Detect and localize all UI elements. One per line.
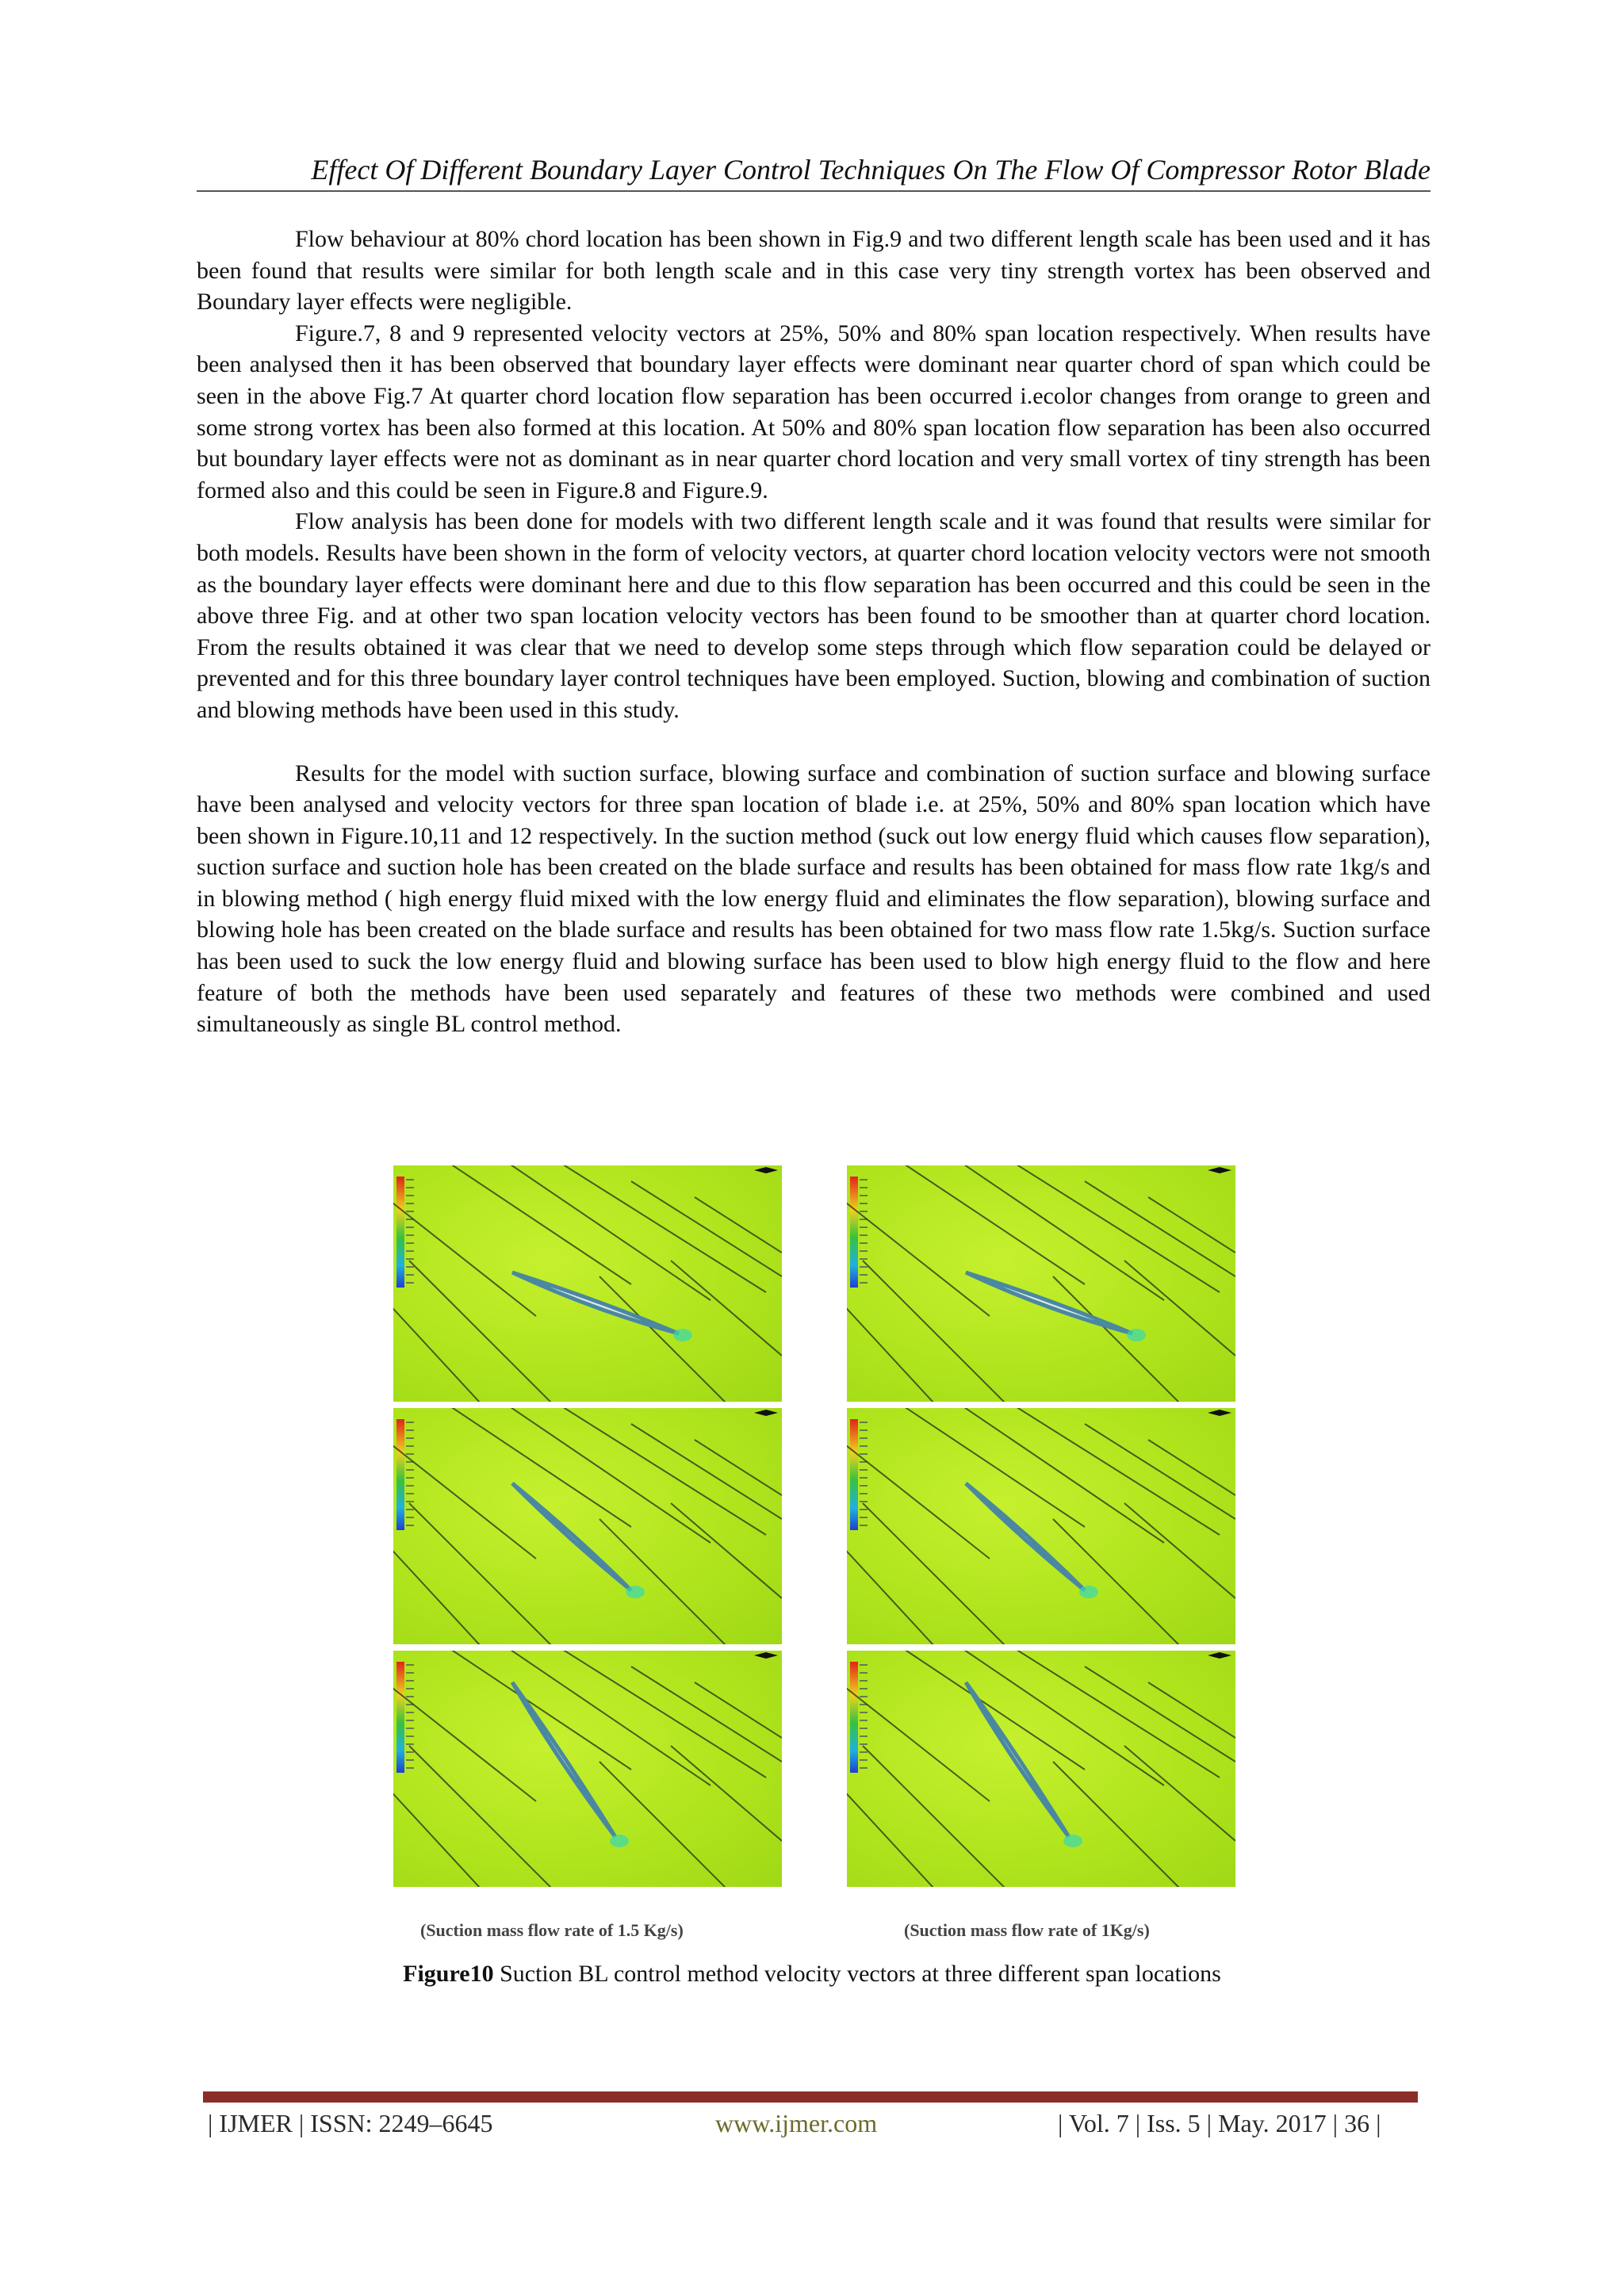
blade-profile [512,1272,679,1334]
velocity-vector [847,1197,990,1316]
wake-region [673,1329,692,1341]
velocity-vector [863,1503,1005,1644]
velocity-vector [1005,1165,1220,1292]
velocity-vector [393,1300,481,1402]
paragraph: Results for the model with suction surface, blowing surface and combination of suction surface and blowing surface have been analysed and velocity vectors for three span location of blade i.e. at 25%, 50% and 80% span location which have been shown in Figure.10,11 and 12 respectively. In the suction method (suck out low energy fluid which causes flow separation), suction surface and suction hole has been created on the blade surface and results has been obtained for mass flow rate 1kg/s and in blowing method ( high energy fluid mixed with the low energy fluid and eliminates the flow separation), blowing surface and blowing hole has been created on the blade surface and results has been obtained for two mass flow rate 1.5kg/s. Suction surface has been used to suck the low energy fluid and blowing surface has been used to blow high energy fluid to the flow and here feature of both the methods have been used separately and features of these two methods were combined and used simultaneously as single BL control method. [197,760,1431,1038]
software-logo-icon [1208,1652,1231,1659]
body-text [197,224,1431,1040]
velocity-vector [393,1785,481,1887]
blade-profile [512,1682,615,1837]
vector-plot [393,1651,782,1887]
velocity-vector [393,1682,536,1801]
velocity-vector [599,1276,726,1402]
velocity-vector [1053,1762,1180,1887]
velocity-vector [671,1261,782,1356]
paragraph: Flow analysis has been done for models with two different length scale and it was found that results were similar for both models. Results have been shown in the form of velocity vectors, at quarter chord location velocity vectors were not smooth as the boundary layer effects were dominant here and due to this flow separation has been occurred and this could be seen in the above three Fig. and at other two span location velocity vectors has been found to be smoother than at quarter chord location. From the results obtained it was clear that we need to develop some steps through which flow separation could be delayed or prevented and for this three boundary layer control techniques have been employed. Suction, blowing and combination of suction and blowing methods have been used in this study. [197,508,1431,723]
velocity-vector [488,1408,710,1543]
velocity-vector [695,1682,782,1738]
software-logo-icon [754,1167,778,1173]
header-rule [197,190,1431,192]
velocity-vector [847,1300,934,1402]
velocity-panel-50-right [847,1408,1235,1644]
velocity-vector [488,1651,710,1785]
velocity-vector [409,1503,552,1644]
velocity-vector [1124,1746,1235,1841]
sub-caption-left: (Suction mass flow rate of 1.5 Kg/s) [420,1920,684,1940]
velocity-vector [409,1746,552,1887]
velocity-vector [894,1651,1085,1770]
vector-plot [393,1165,782,1402]
velocity-vector [847,1682,990,1801]
velocity-vector [552,1408,766,1535]
wake-region [1079,1586,1098,1598]
velocity-vector [393,1197,536,1316]
color-legend-bar [850,1177,858,1288]
figure-caption-text: Suction BL control method velocity vectors at three different span locations [493,1961,1221,1987]
velocity-panel-80-right [847,1651,1235,1887]
velocity-vector [847,1543,934,1644]
color-legend-bar [396,1419,404,1530]
velocity-vector [441,1165,631,1284]
velocity-vector [599,1762,726,1887]
velocity-vector [1124,1261,1235,1356]
software-logo-icon [1208,1410,1231,1416]
footer-rule [203,2091,1418,2103]
vector-plot [847,1165,1235,1402]
velocity-vector [1124,1503,1235,1598]
figure-10-image [393,1165,1235,1895]
figure-caption [0,1958,1624,1990]
velocity-vector [488,1165,710,1300]
software-logo-icon [754,1652,778,1659]
velocity-vector [847,1440,990,1559]
blade-profile [966,1682,1069,1837]
velocity-vector [942,1408,1164,1543]
velocity-vector [863,1746,1005,1887]
velocity-vector [552,1651,766,1777]
software-logo-icon [754,1410,778,1416]
blade-profile [966,1272,1132,1334]
velocity-vector [695,1197,782,1253]
velocity-vector [441,1651,631,1770]
vector-plot [847,1651,1235,1887]
velocity-vector [942,1165,1164,1300]
sub-caption-right: (Suction mass flow rate of 1Kg/s) [904,1920,1150,1940]
software-logo-icon [1208,1167,1231,1173]
footer-url[interactable]: www.ijmer.com [715,2109,878,2137]
footer-journal: | IJMER | ISSN: 2249–6645 [208,2109,493,2137]
velocity-vector [393,1440,536,1559]
vector-plot [847,1408,1235,1644]
wake-region [1127,1329,1146,1341]
figure-label: Figure10 [403,1961,494,1987]
wake-region [1063,1835,1082,1847]
running-header-title: Effect Of Different Boundary Layer Control Techniques On The Flow Of Compressor Rotor Blade [311,154,1431,186]
velocity-vector [695,1440,782,1495]
velocity-vector [1053,1276,1180,1402]
blade-profile [512,1483,631,1590]
velocity-vector [1148,1197,1235,1253]
paragraph: Figure.7, 8 and 9 represented velocity vectors at 25%, 50% and 80% span location respectively. When results have been analysed then it has been observed that boundary layer effects were dominant near quarter chord of span which could be seen in the above Fig.7 At quarter chord location flow separation has been occurred i.ecolor changes from orange to green and some strong vortex has been also formed at this location. At 50% and 80% span location flow separation has been also occurred but boundary layer effects were not as dominant as in near quarter chord location and very small vortex of tiny strength has been formed also and this could be seen in Figure.8 and Figure.9. [197,320,1431,503]
vector-plot [393,1408,782,1644]
velocity-panel-25-left [393,1165,782,1402]
paragraph: Flow behaviour at 80% chord location has been shown in Fig.9 and two different length scale has been used and it has been found that results were similar for both length scale and in this case very tiny strength vortex has been observed and Boundary layer effects were negligible. [197,226,1431,316]
velocity-vector [894,1165,1085,1284]
velocity-panel-25-right [847,1165,1235,1402]
velocity-vector [847,1785,934,1887]
velocity-vector [671,1503,782,1598]
footer-volume-page: | Vol. 7 | Iss. 5 | May. 2017 | 36 | [1058,2109,1381,2137]
velocity-vector [393,1543,481,1644]
color-legend-bar [396,1662,404,1773]
wake-region [626,1586,645,1598]
velocity-vector [671,1746,782,1841]
wake-region [610,1835,629,1847]
velocity-vector [1148,1682,1235,1738]
velocity-panel-80-left [393,1651,782,1887]
velocity-vector [942,1651,1164,1785]
color-legend-bar [850,1419,858,1530]
color-legend-bar [396,1177,404,1288]
blade-profile [966,1483,1085,1590]
velocity-vector [552,1165,766,1292]
velocity-vector [1148,1440,1235,1495]
velocity-panel-50-left [393,1408,782,1644]
velocity-vector [1005,1408,1220,1535]
color-legend-bar [850,1662,858,1773]
velocity-vector [1005,1651,1220,1777]
